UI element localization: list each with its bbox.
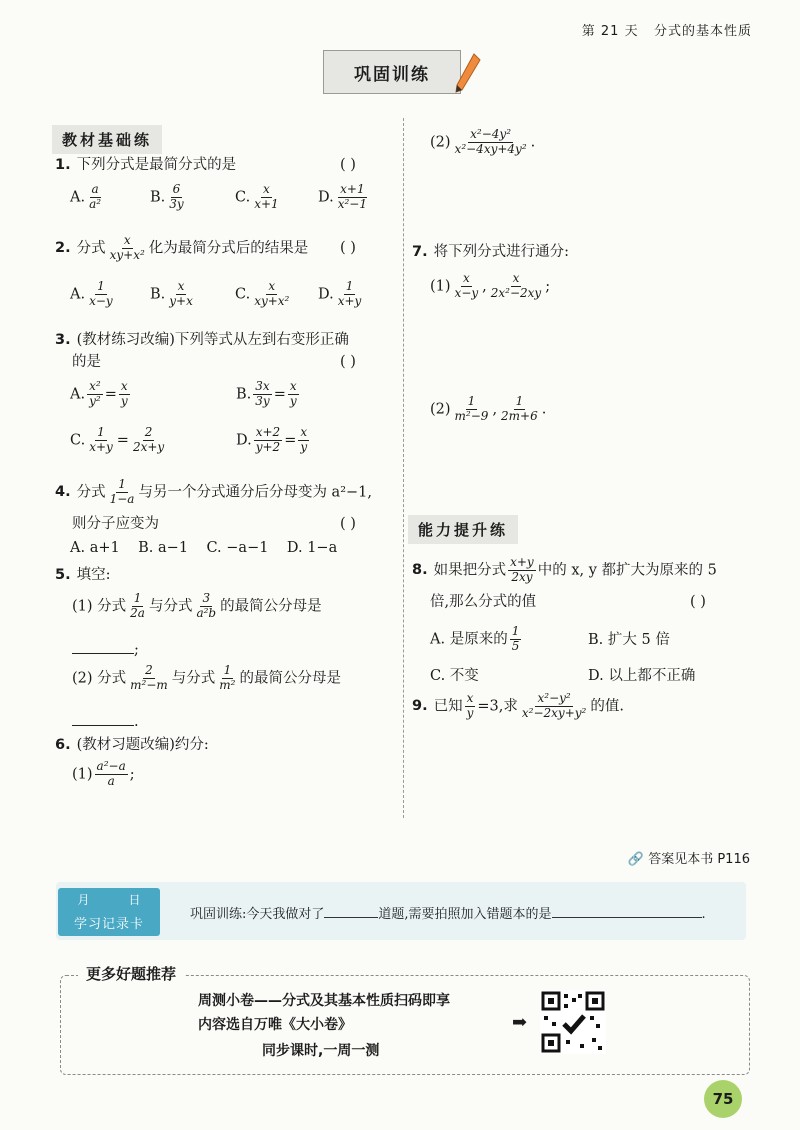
more-line-2: 内容选自万唯《大小卷》	[198, 1017, 352, 1033]
q1-option-c: C. $\frac{x}{x+1}$	[235, 182, 279, 211]
banner-title: 巩固训练	[323, 50, 461, 94]
correct-count-blank[interactable]	[324, 906, 378, 918]
day-label: 日	[128, 893, 141, 907]
header-day: 第 21 天	[581, 24, 639, 39]
q8-option-c: C. 不变	[430, 668, 479, 684]
answer-reference: 🔗 答案见本书 P116	[627, 852, 750, 867]
q8-option-a: A. 是原来的 $\frac{1}{5}$	[430, 624, 520, 653]
question-4: 4. 分式 $\frac{1}{1-a}$ 与另一个分式通分后分母变为 a²−1,	[55, 477, 373, 506]
q5-part-1: (1) 分式 $\frac{1}{2a}$ 与分式 $\frac{3}{\text{a²b}}$ 的最简公分母是	[72, 591, 322, 620]
month-label: 月	[77, 893, 90, 907]
q3-option-c: C. $\frac{1}{x+y}$ = $\frac{2}{2x+y}$	[70, 425, 165, 454]
q5-blank-1[interactable]: ;	[72, 640, 139, 662]
q3-option-b: B. $\frac{3x}{3y}$ = $\frac{x}{y}$	[236, 379, 297, 408]
q8-option-b: B. 扩大 5 倍	[588, 632, 670, 648]
record-card-title: 学习记录卡	[73, 917, 144, 932]
q2-option-a: A. $\frac{1}{x-y}$	[70, 279, 113, 308]
q6-part-1: (1) $\frac{\text{a²−a}}{a}$ ;	[72, 759, 135, 788]
section-basic: 教材基础练	[52, 125, 162, 154]
q5-part-2: (2) 分式 $\frac{2}{\text{m²−m}}$ 与分式 $\frac{1}{\text{m²}}$ 的最简公分母是	[72, 663, 341, 692]
more-line-3: 同步课时,一周一测	[262, 1043, 380, 1059]
answer-paren: ( )	[340, 354, 356, 370]
answer-paren: ( )	[690, 594, 706, 610]
answer-paren: ( )	[340, 516, 356, 532]
answer-paren: ( )	[340, 157, 356, 173]
header-topic: 分式的基本性质	[653, 24, 752, 39]
page-number: 75	[704, 1080, 742, 1118]
page-header	[582, 20, 752, 39]
q1-options: A. $\frac{a}{\text{a²}}$	[70, 182, 102, 211]
q1-option-b: B. $\frac{6}{3y}$	[150, 182, 184, 211]
q1-option-d: D. $\frac{x+1}{\text{x²−1}}$	[318, 182, 367, 211]
answer-paren: ( )	[340, 240, 356, 256]
q2-option-c: C. $\frac{x}{\text{xy+x²}}$	[235, 279, 290, 308]
more-line-1: 周测小卷——分式及其基本性质扫码即享	[198, 993, 450, 1009]
column-divider	[403, 118, 404, 818]
q7-part-2: (2) $\frac{1}{\text{m²−9}}$ , $\frac{1}{2m+6}$ .	[430, 394, 547, 423]
q5-blank-2[interactable]: .	[72, 712, 139, 734]
question-5: 5. 填空:	[55, 567, 111, 583]
question-3: 3. (教材练习改编)下列等式从左到右变形正确	[55, 332, 349, 348]
question-6: 6. (教材习题改编)约分:	[55, 737, 209, 753]
question-1: 1. 下列分式是最简分式的是	[55, 157, 237, 173]
record-card-text: 巩固训练:今天我做对了 道题,需要拍照加入错题本的是 .	[190, 907, 706, 922]
section-advanced: 能力提升练	[408, 515, 518, 544]
record-card-tag	[58, 888, 160, 936]
link-icon: 🔗	[627, 852, 645, 867]
question-7: 7. 将下列分式进行通分:	[412, 244, 569, 260]
question-8: 8. 如果把分式 $\frac{x+y}{2xy}$ 中的 x, y 都扩大为原来的 5	[412, 555, 717, 584]
question-4-line2: 则分子应变为	[72, 516, 159, 532]
question-8-line2: 倍,那么分式的值	[430, 594, 537, 610]
q6-part-2: (2) $\frac{\text{x²−4y²}}{\text{x²−4xy+4y²}}$ .	[430, 127, 536, 156]
q3-option-a: A. $\frac{\text{x²}}{\text{y²}}$ = $\frac{x}{y}$	[70, 379, 128, 408]
q8-option-d: D. 以上都不正确	[588, 668, 696, 684]
q3-option-d: D. $\frac{x+2}{y+2}$ = $\frac{x}{y}$	[236, 425, 308, 454]
question-2: 2. 分式 $\frac{x}{\text{xy+x²}}$ 化为最简分式后的结果是	[55, 233, 309, 262]
more-title: 更多好题推荐	[78, 963, 184, 984]
pencil-icon	[452, 52, 482, 96]
q7-part-1: (1) $\frac{x}{x-y}$ , $\frac{x}{\text{2x²−2xy}}$ ;	[430, 271, 551, 300]
question-3-line2: 的是	[72, 354, 101, 370]
q4-options: A. a+1 B. a−1 C. −a−1 D. 1−a	[70, 540, 338, 556]
q2-option-d: D. $\frac{1}{x+y}$	[318, 279, 362, 308]
q2-option-b: B. $\frac{x}{y+x}$	[150, 279, 193, 308]
mistake-blank[interactable]	[552, 906, 702, 918]
arrow-right-icon: ➡	[512, 1012, 528, 1033]
qr-code-icon[interactable]	[540, 990, 606, 1054]
question-9: 9. 已知 $\frac{x}{y}$ =3,求 $\frac{\text{x²−y²}}{\text{x²−2xy+y²}}$ 的值.	[412, 691, 624, 720]
